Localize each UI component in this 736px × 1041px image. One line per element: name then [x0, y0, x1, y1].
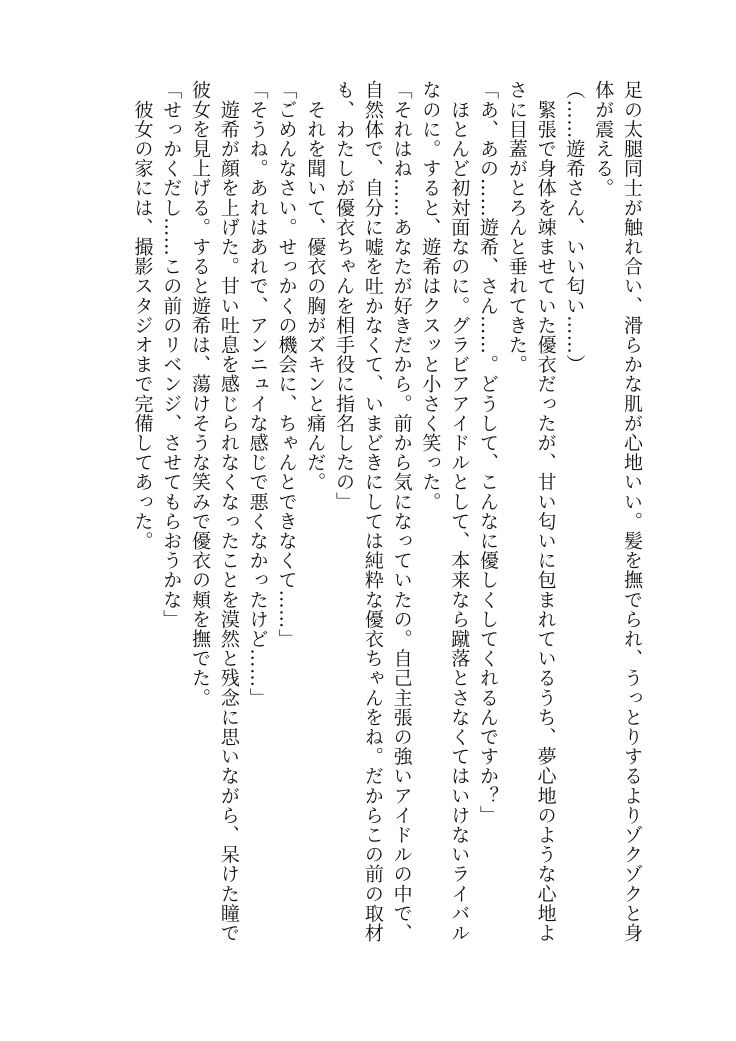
text-line: なのに。すると、遊希はクスッと小さく笑った。: [419, 80, 442, 512]
text-line: 「ごめんなさい。せっかくの機会に、ちゃんとできなくて……」: [275, 80, 298, 649]
text-line: それを聞いて、優衣の胸がズキンと痛んだ。: [304, 80, 327, 492]
text-line: 足の太腿同士が触れ合い、滑らかな肌が心地いい。髪を撫でられ、うっとりするよりゾクゾクと身: [621, 80, 643, 943]
text-line: 「あ、あの……遊希、さん……。どうして、こんなに優しくしてくれるんですか？」: [477, 80, 500, 825]
text-line: （……遊希さん、いい匂い……）: [563, 80, 586, 374]
vertical-text-body: [128, 80, 646, 980]
text-line: ほとんど初対面なのに。グラビアアイドルとして、本来なら蹴落とさなくてはいけないライバル: [448, 80, 471, 943]
text-line: 遊希が顔を上げた。甘い吐息を感じられなくなったことを漠然と残念に思いながら、呆けた瞳で: [217, 80, 240, 943]
text-line: 「そうね。あれはあれで、アンニュイな感じで悪くなかったけど……」: [246, 80, 269, 708]
text-line: 自然体で、自分に嘘を吐かなくて、いまどきにしては純粋な優衣ちゃんをね。だからこの前の取材: [361, 80, 384, 943]
text-line: も、わたしが優衣ちゃんを相手役に指名したの」: [333, 80, 356, 512]
text-line: 彼女の家には、撮影スタジオまで完備してあった。: [131, 80, 154, 551]
text-line: 体が震える。: [592, 80, 615, 198]
text-line: 彼女を見上げる。すると遊希は、蕩けそうな笑みで優衣の頬を撫でた。: [189, 80, 212, 708]
text-line: 緊張で身体を竦ませていた優衣だったが、甘い匂いに包まれているうち、夢心地のような心地よ: [534, 80, 557, 943]
text-line: 「せっかくだし……この前のリベンジ、させてもらおうかな」: [160, 80, 183, 629]
text-line: さに目蓋がとろんと垂れてきた。: [505, 80, 528, 374]
text-line: 「それはね……あなたが好きだから。前から気になっていたの。自己主張の強いアイドルの中で、: [390, 80, 413, 943]
